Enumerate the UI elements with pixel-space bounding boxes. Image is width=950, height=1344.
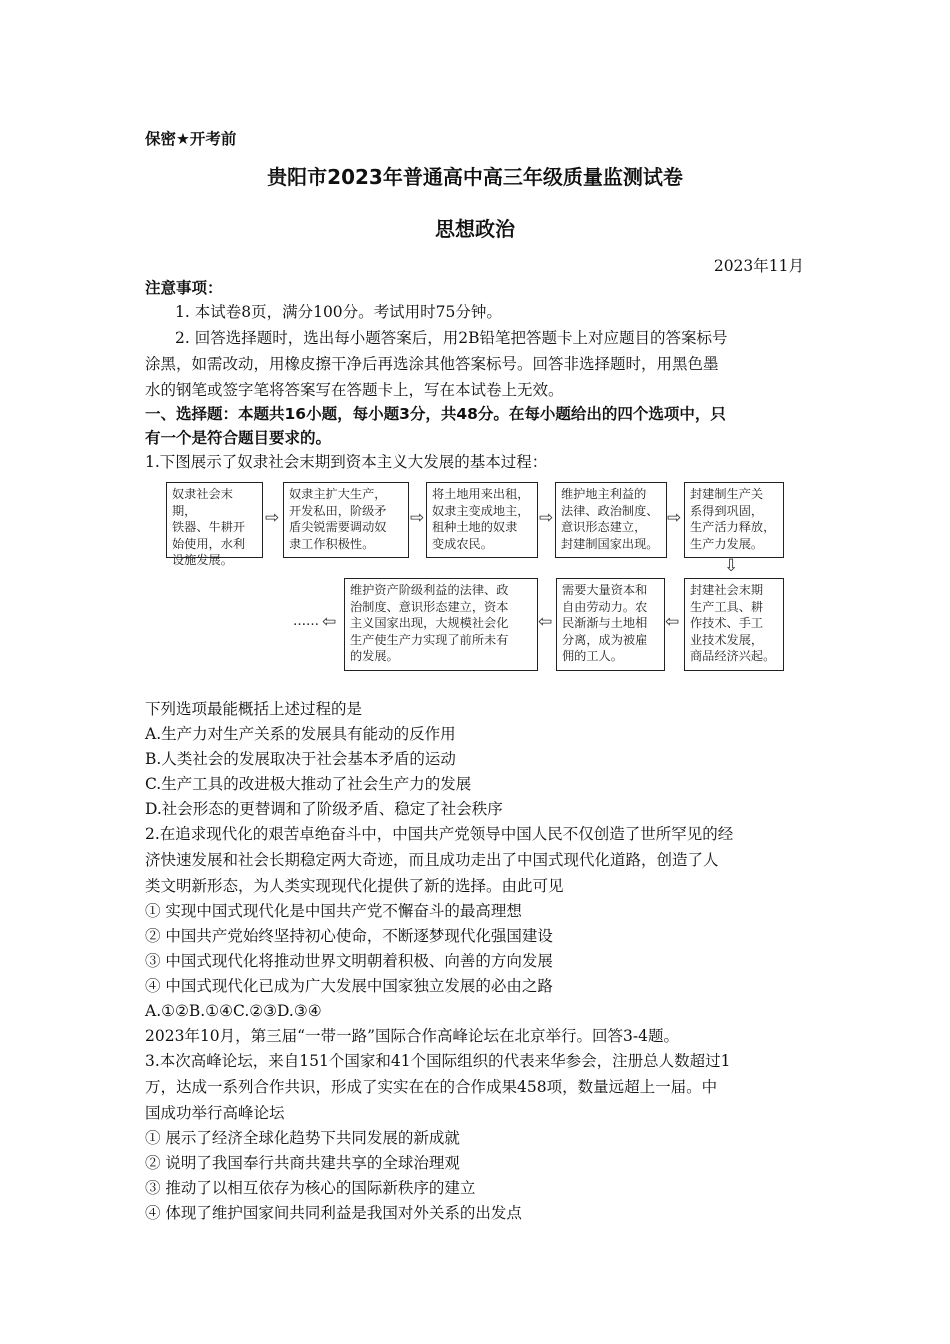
flow-arrow-right-icon: ⇨ xyxy=(265,508,280,528)
q3-item-3: ③ 推动了以相互依存为核心的国际新秩序的建立 xyxy=(145,1179,476,1197)
flow-arrow-left-icon: ⇦ xyxy=(665,612,680,632)
exam-date: 2023年11月 xyxy=(713,257,804,275)
flow-arrow-left-icon: ⇦ xyxy=(538,612,553,632)
q2-answer-options: A.①②B.①④C.②③D.③④ xyxy=(145,1002,322,1020)
flow-box-6: 封建社会末期 生产工具、耕 作技术、手工 业技术发展， 商品经济兴起。 xyxy=(684,578,784,671)
flow-box-2: 奴隶主扩大生产， 开发私田，阶级矛 盾尖锐需要调动奴 隶工作积极性。 xyxy=(283,482,409,558)
flow-box-8: 维护资产阶级利益的法律、政 治制度、意识形态建立，资本 主义国家出现，大规模社会化 生产使生产力实现了前所未有 的发展。 xyxy=(344,578,538,671)
q1-prompt: 下列选项最能概括上述过程的是 xyxy=(145,700,363,718)
q3-item-1: ① 展示了经济全球化趋势下共同发展的新成就 xyxy=(145,1129,460,1147)
subject-title: 思想政治 xyxy=(435,217,515,241)
notice-item-2-line-3: 水的钢笔或签字笔将答案写在答题卡上，写在本试卷上无效。 xyxy=(145,381,564,399)
q1-option-b: B.人类社会的发展取决于社会基本矛盾的运动 xyxy=(145,750,456,768)
notice-item-2-line-1: 2. 回答选择题时，选出每小题答案后，用2B铅笔把答题卡上对应题目的答案标号 xyxy=(175,329,728,347)
flow-box-3: 将土地用来出租， 奴隶主变成地主， 租种土地的奴隶 变成农民。 xyxy=(426,482,538,558)
notice-heading: 注意事项： xyxy=(145,279,223,297)
q3-item-2: ② 说明了我国奉行共商共建共享的全球治理观 xyxy=(145,1154,460,1172)
q2-stem-line-2: 济快速发展和社会长期稳定两大奇迹，而且成功走出了中国式现代化道路，创造了人 xyxy=(145,851,719,869)
q2-stem-line-3: 类文明新形态，为人类实现现代化提供了新的选择。由此可见 xyxy=(145,877,564,895)
flow-box-1: 奴隶社会末期， 铁器、牛耕开 始使用，水利 设施发展。 xyxy=(166,482,263,558)
q3-stem-line-3: 国成功举行高峰论坛 xyxy=(145,1104,285,1122)
q3-item-4: ④ 体现了维护国家间共同利益是我国对外关系的出发点 xyxy=(145,1204,522,1222)
q1-option-a: A.生产力对生产关系的发展具有能动的反作用 xyxy=(145,725,456,743)
group-intro: 2023年10月，第三届“一带一路”国际合作高峰论坛在北京举行。回答3-4题。 xyxy=(145,1027,679,1045)
section-heading-line-1: 一、选择题：本题共16小题，每小题3分，共48分。在每小题给出的四个选项中，只 xyxy=(145,405,726,423)
flow-box-7: 需要大量资本和 自由劳动力。农 民渐渐与土地相 分离，成为被雇 佣的工人。 xyxy=(556,578,665,671)
flow-arrow-right-icon: ⇨ xyxy=(667,508,682,528)
q2-stem-line-1: 2.在追求现代化的艰苦卓绝奋斗中，中国共产党领导中国人民不仅创造了世所罕见的经 xyxy=(145,825,734,843)
notice-item-2-line-2: 涂黑，如需改动，用橡皮擦干净后再选涂其他答案标号。回答非选择题时，用黑色墨 xyxy=(145,355,719,373)
q1-option-d: D.社会形态的更替调和了阶级矛盾、稳定了社会秩序 xyxy=(145,800,503,818)
q2-item-3: ③ 中国式现代化将推动世界文明朝着积极、向善的方向发展 xyxy=(145,952,553,970)
exam-title: 贵阳市2023年普通高中高三年级质量监测试卷 xyxy=(267,165,683,189)
flow-ellipsis: …… xyxy=(293,614,319,629)
q1-option-c: C.生产工具的改进极大推动了社会生产力的发展 xyxy=(145,775,472,793)
flow-arrow-right-icon: ⇨ xyxy=(410,508,425,528)
flow-arrow-right-icon: ⇨ xyxy=(539,508,554,528)
q2-item-2: ② 中国共产党始终坚持初心使命，不断逐梦现代化强国建设 xyxy=(145,927,553,945)
flow-box-5: 封建制生产关 系得到巩固， 生产活力释放， 生产力发展。 xyxy=(684,482,784,558)
confidential-mark: 保密★开考前 xyxy=(145,130,237,148)
flow-arrow-left-icon: ⇦ xyxy=(322,612,337,632)
notice-item-1: 1. 本试卷8页，满分100分。考试用时75分钟。 xyxy=(175,303,502,321)
q1-stem: 1.下图展示了奴隶社会末期到资本主义大发展的基本过程： xyxy=(145,453,548,471)
section-heading-line-2: 有一个是符合题目要求的。 xyxy=(145,429,332,447)
q3-stem-line-1: 3.本次高峰论坛，来自151个国家和41个国际组织的代表来华参会，注册总人数超过1 xyxy=(145,1052,731,1070)
q3-stem-line-2: 万，达成一系列合作共识，形成了实实在在的合作成果458项，数量远超上一届。中 xyxy=(145,1078,718,1096)
flow-arrow-down-icon: ⇩ xyxy=(724,556,739,576)
q2-item-1: ① 实现中国式现代化是中国共产党不懈奋斗的最高理想 xyxy=(145,902,522,920)
q2-item-4: ④ 中国式现代化已成为广大发展中国家独立发展的必由之路 xyxy=(145,977,553,995)
flow-box-4: 维护地主利益的 法律、政治制度、 意识形态建立， 封建制国家出现。 xyxy=(555,482,667,558)
